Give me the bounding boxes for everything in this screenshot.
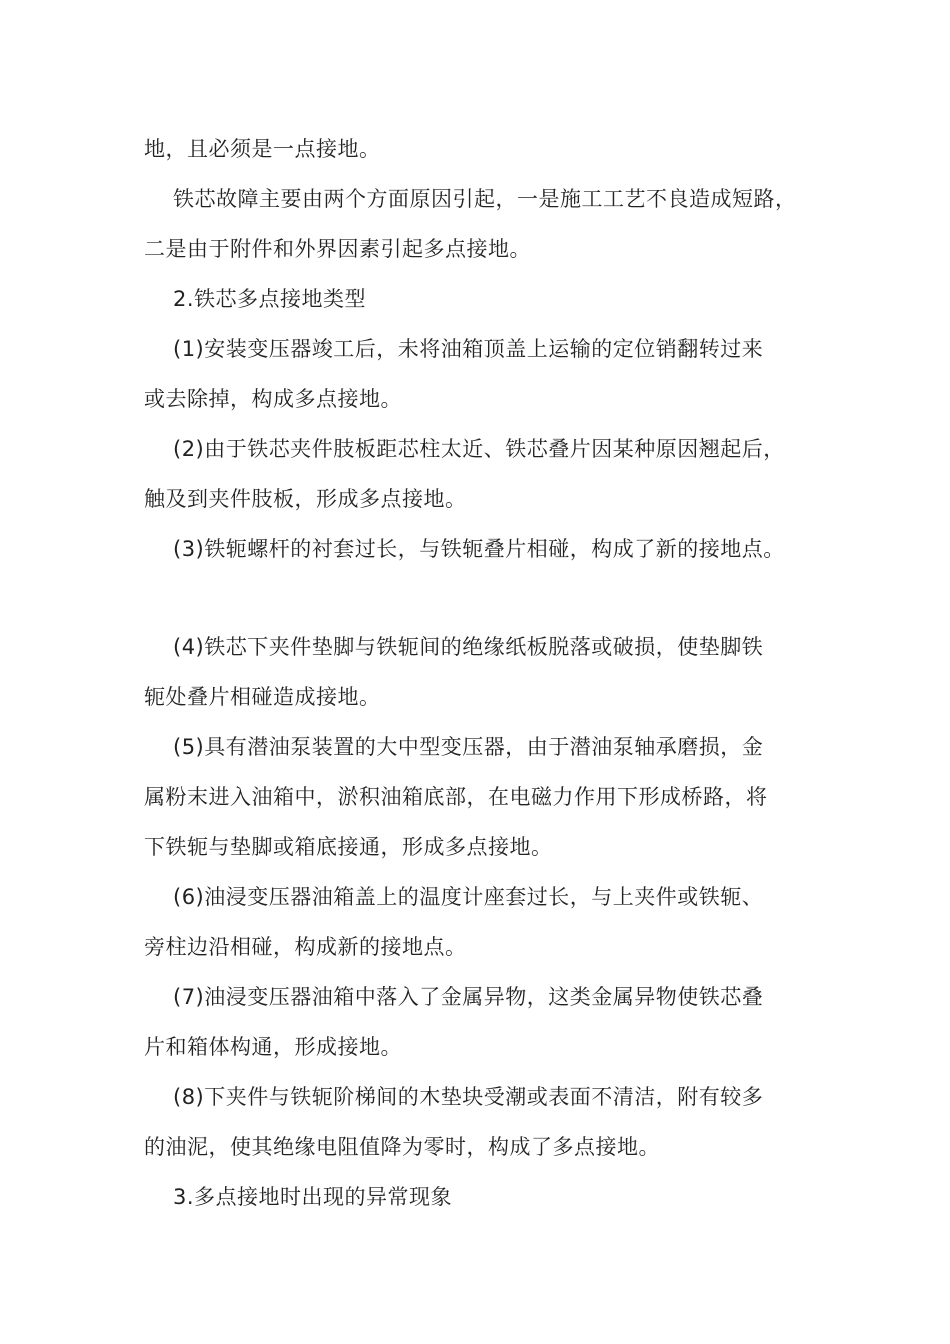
text-line: (6)油浸变压器油箱盖上的温度计座套过长，与上夹件或铁轭、 xyxy=(173,885,764,909)
text-line: 二是由于附件和外界因素引起多点接地。 xyxy=(144,237,531,261)
text-line: 下铁轭与垫脚或箱底接通，形成多点接地。 xyxy=(144,835,553,859)
text-line: 触及到夹件肢板，形成多点接地。 xyxy=(144,487,467,511)
text-line: 轭处叠片相碰造成接地。 xyxy=(144,685,381,709)
text-line: 的油泥，使其绝缘电阻值降为零时，构成了多点接地。 xyxy=(144,1135,660,1159)
text-line: (4)铁芯下夹件垫脚与铁轭间的绝缘纸板脱落或破损，使垫脚铁 xyxy=(173,635,764,659)
text-line: (1)安装变压器竣工后，未将油箱顶盖上运输的定位销翻转过来 xyxy=(173,337,764,361)
text-line: 片和箱体构通，形成接地。 xyxy=(144,1035,402,1059)
text-line: 属粉末进入油箱中，淤积油箱底部，在电磁力作用下形成桥路，将 xyxy=(144,785,768,809)
text-line: 或去除掉，构成多点接地。 xyxy=(144,387,402,411)
text-line: 旁柱边沿相碰，构成新的接地点。 xyxy=(144,935,467,959)
text-line: (3)铁轭螺杆的衬套过长，与铁轭叠片相碰，构成了新的接地点。 xyxy=(173,537,785,561)
text-line: (8)下夹件与铁轭阶梯间的木垫块受潮或表面不清洁，附有较多 xyxy=(173,1085,764,1109)
section-heading: 2.铁芯多点接地类型 xyxy=(173,287,367,311)
text-line: (7)油浸变压器油箱中落入了金属异物，这类金属异物使铁芯叠 xyxy=(173,985,764,1009)
text-line: 地，且必须是一点接地。 xyxy=(144,137,381,161)
section-heading: 3.多点接地时出现的异常现象 xyxy=(173,1185,453,1209)
text-line: (2)由于铁芯夹件肢板距芯柱太近、铁芯叠片因某种原因翘起后， xyxy=(173,437,785,461)
text-line: 铁芯故障主要由两个方面原因引起，一是施工工艺不良造成短路， xyxy=(173,187,797,211)
text-line: (5)具有潜油泵装置的大中型变压器，由于潜油泵轴承磨损，金 xyxy=(173,735,764,759)
